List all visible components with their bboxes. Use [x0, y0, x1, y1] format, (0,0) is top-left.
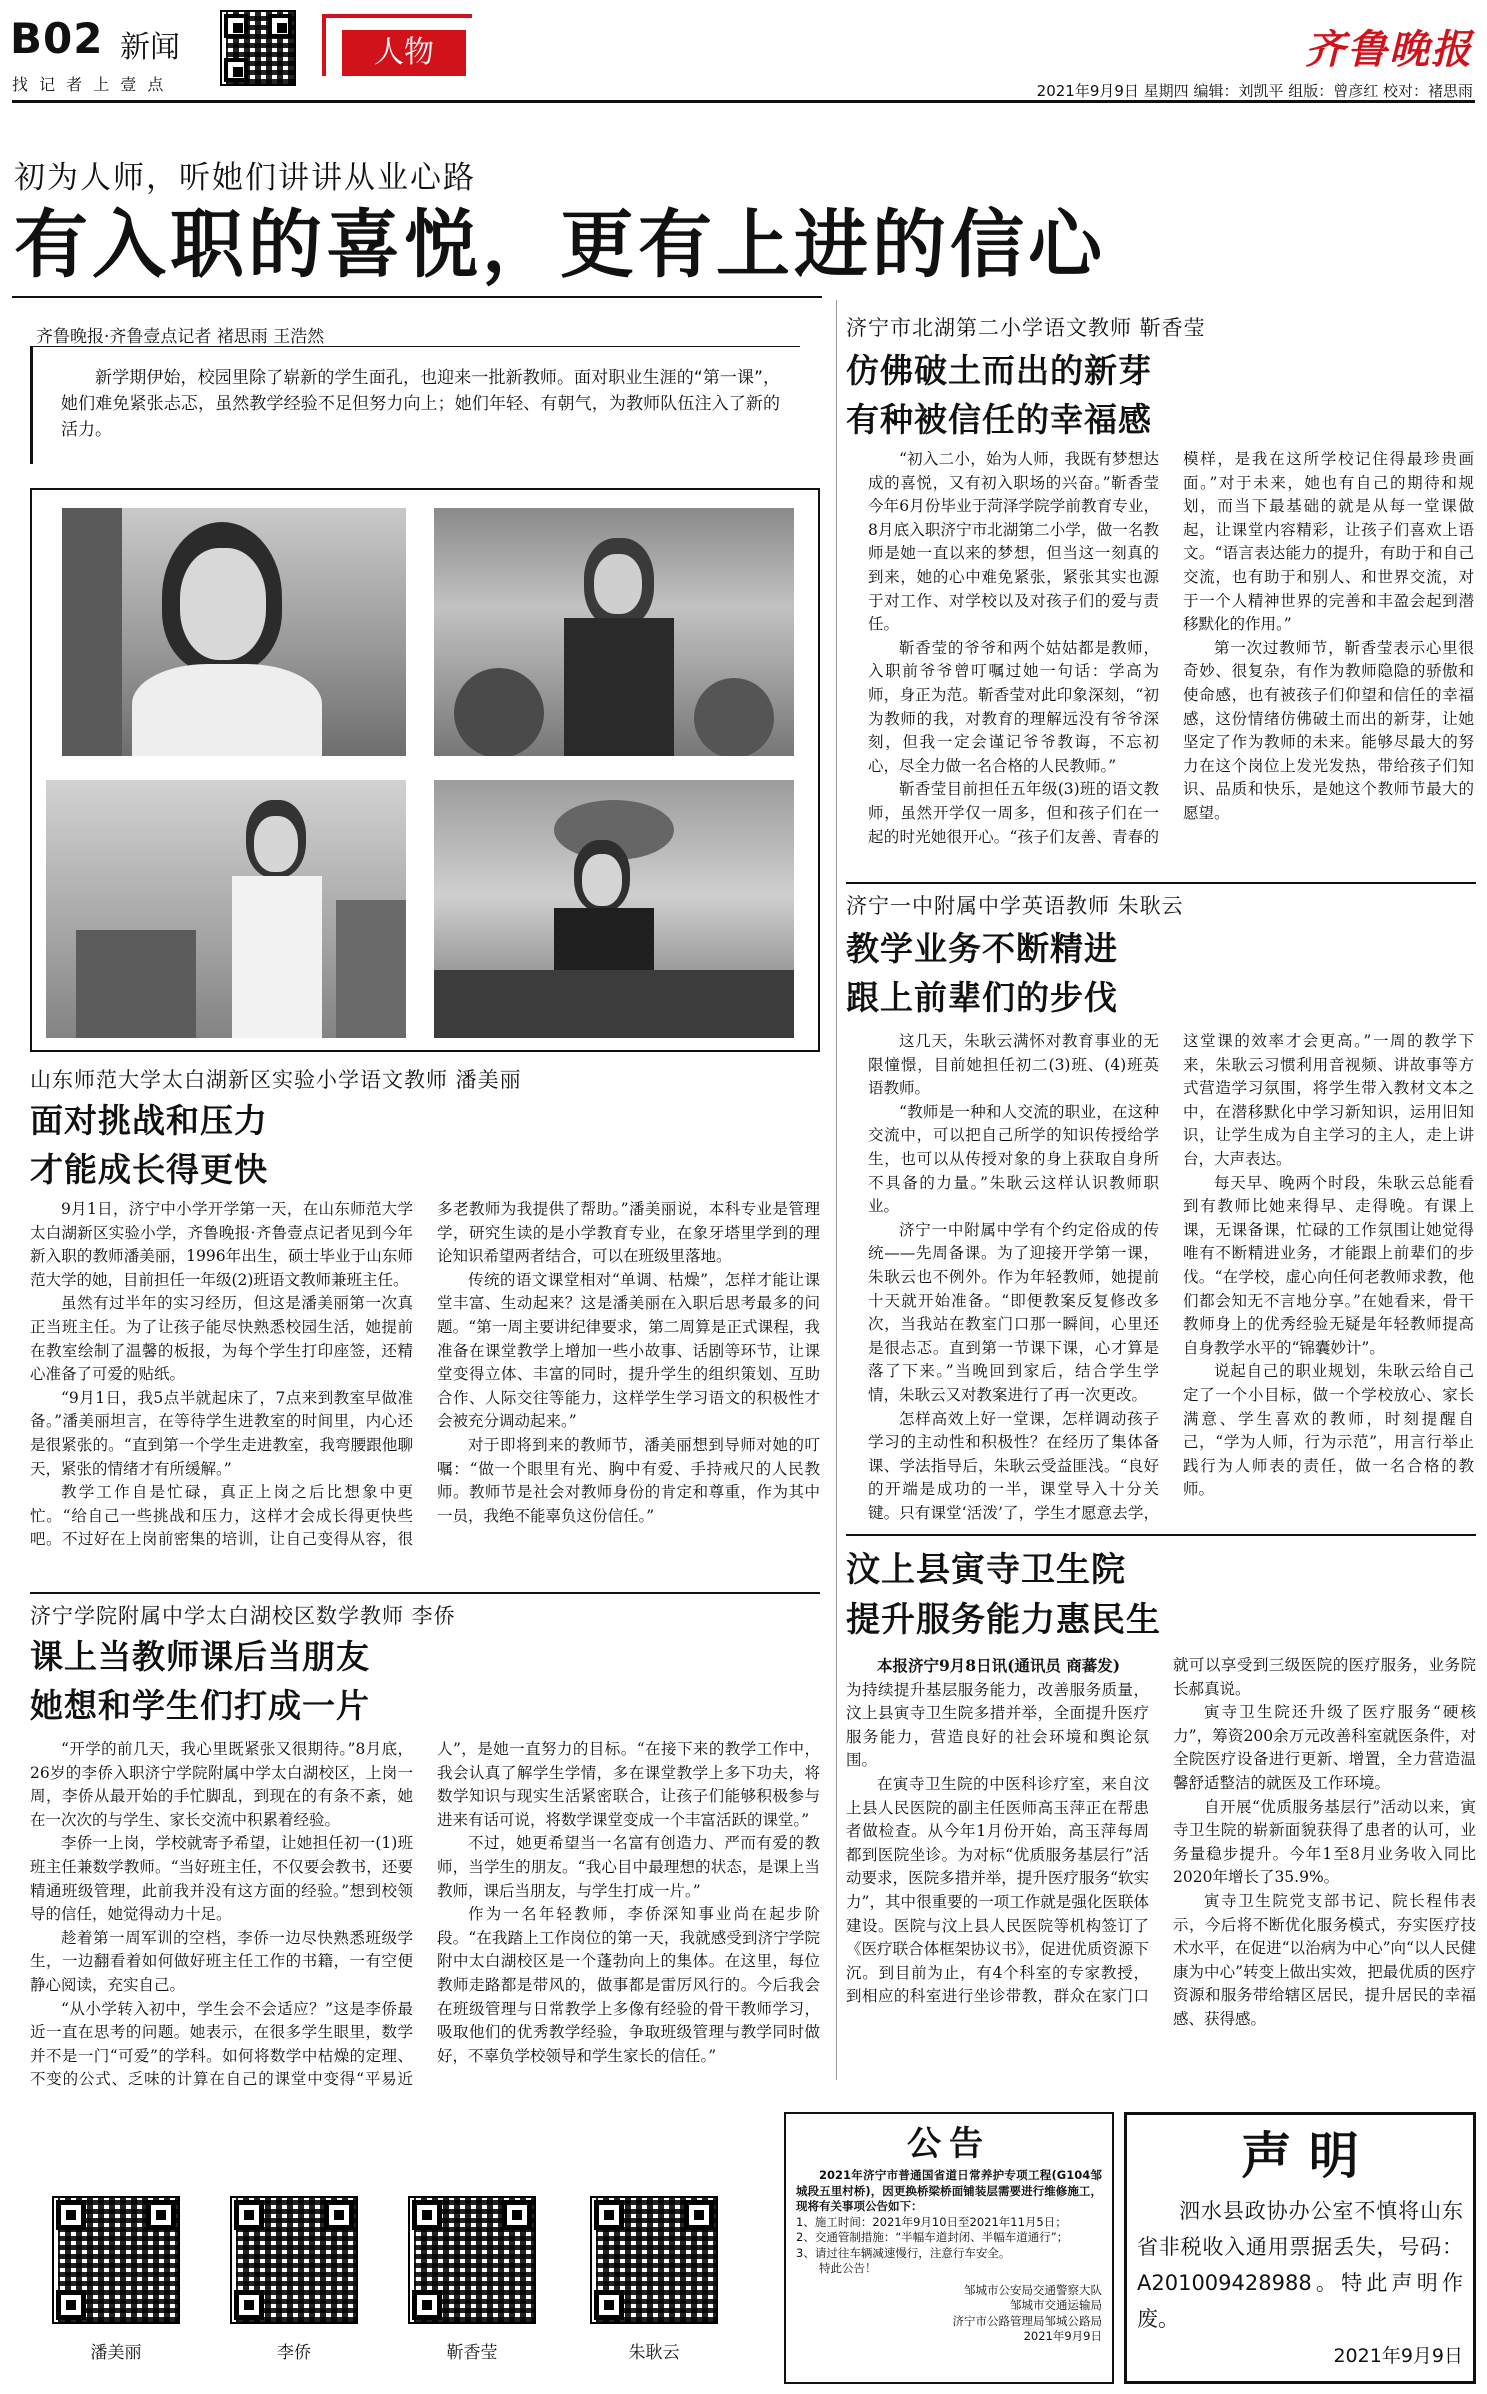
s1-title-line1: 仿佛破土而出的新芽	[846, 351, 1152, 390]
s4-kicker: 济宁学院附属中学太白湖校区数学教师 李侨	[30, 1604, 456, 1628]
s2-paragraph: “教师是一种和人交流的职业，在这种交流中，可以把自己所学的知识传授给学生，也可以从传授对象的身上获取自身所不具备的力量。”朱耿云这样认识教师职业。	[868, 1102, 1159, 1216]
column-tag: 人物	[342, 30, 466, 76]
photo-classroom-teacher	[434, 508, 794, 756]
s2-kicker: 济宁一中附属中学英语教师 朱耿云	[846, 894, 1184, 918]
qr-caption: 潘美丽	[90, 2343, 142, 2363]
headline-kicker: 初为人师，听她们讲讲从业心路	[14, 160, 476, 196]
headline-rule	[12, 296, 822, 298]
qr-code[interactable]	[230, 2196, 358, 2324]
s3-paragraph: 传统的语文课堂相对“单调、枯燥”，怎样才能让课堂丰富、生动起来？这是潘美丽在入职后思考最多的问题。“第一周主要讲纪律要求，第二周算是正式课程，我准备在课堂教学上增加一些小故事、话剧等环节，让课堂变得立体、丰富的同时，提升学生的组织策划、互助合作、人际交往等能力，这样学生学习语文的积极性才会被充分调动起来。”	[437, 1270, 820, 1431]
s4-paragraph: 不过，她更希望当一名富有创造力、严而有爱的教师，当学生的朋友。“我心目中最理想的状态，是课上当教师，课后当朋友，与学生打成一片。”	[437, 1834, 820, 1900]
notice-date: 2021年9月9日	[1023, 2329, 1102, 2343]
s1-paragraph: 靳香莹目前担任五年级(3)班的语文教师，虽然开学仅一周多，但和孩子们在一起的时光她很开心。“孩子们友善、青春的模样，是我在这所学校记住得最珍贵画面。”对于未来，她也有自己的期待和规划，而当下最基础的就是从每一堂课做起，让课堂内容精彩，让孩子们喜欢上语文。“语言表达能力的提升，有助于和自己交流，也有助于和别人、和世界交流，对于一个人精神世界的完善和丰盈会起到潜移默化的作用。”	[868, 450, 1474, 846]
byline: 齐鲁晚报·齐鲁壹点记者 褚思雨 王浩然	[36, 327, 325, 347]
s4-paragraph: “开学的前几天，我心里既紧张又很期待。”8月底，26岁的李侨入职济宁学院附属中学太白湖校区，上岗一周，李侨从最开始的手忙脚乱，到现在的有条不紊，她在一次次的与学生、家长交流中积累着经验。	[30, 1740, 413, 1829]
s3-paragraph: 虽然有过半年的实习经历，但这是潘美丽第一次真正当班主任。为了让孩子能尽快熟悉校园生活，她提前在教室绘制了温馨的板报，为每个学生打印座签，还精心准备了可爱的贴纸。	[30, 1294, 413, 1384]
s3-kicker: 山东师范大学太白湖新区实验小学语文教师 潘美丽	[30, 1068, 522, 1092]
s3-title-line1: 面对挑战和压力	[30, 1101, 268, 1140]
s5-dateline: 本报济宁9月8日讯(通讯员 商蕃发)	[877, 1656, 1121, 1675]
qr-code[interactable]	[52, 2196, 180, 2324]
notice-line: 2021年济宁市普通国省道日常养护专项工程(G104邹城段五里村桥)，因更换桥梁桥面铺装层需要进行维修施工，现将有关事项公告如下：	[796, 2168, 1102, 2213]
s4-body	[30, 1738, 820, 2190]
qr-code[interactable]	[408, 2196, 536, 2324]
s3-body	[30, 1198, 820, 1580]
s1-kicker: 济宁市北湖第二小学语文教师 靳香莹	[846, 316, 1206, 340]
notice-title: 公告	[907, 2124, 991, 2164]
notice-signer: 邹城市交通运输局	[1010, 2298, 1102, 2312]
s3-paragraph: “9月1日，我5点半就起床了，7点来到教室早做准备。”潘美丽坦言，在等待学生进教室的时间里，内心还是很紧张的。“直到第一个学生走进教室，我弯腰跟他聊天，紧张的情绪才有所缓解。”	[30, 1388, 413, 1478]
qr-caption: 朱耿云	[628, 2343, 680, 2363]
qr-code[interactable]	[590, 2196, 718, 2324]
photo-teacher-with-students	[46, 780, 406, 1038]
s2-paragraph: 这几天，朱耿云满怀对教育事业的无限憧憬，目前她担任初二(3)班、(4)班英语教师。	[868, 1032, 1159, 1098]
s2-body	[868, 1030, 1474, 1528]
s2-title-line1: 教学业务不断精进	[846, 929, 1118, 968]
s3-title-line2: 才能成长得更快	[30, 1150, 268, 1189]
notice-line: 2、交通管制措施：“半幅车道封闭、半幅车道通行”；	[796, 2230, 1069, 2244]
statement-body: 泗水县政协办公室不慎将山东省非税收入通用票据丢失，号码：A201009428988。特此声明作废。	[1137, 2199, 1463, 2331]
statement-date: 2021年9月9日	[1333, 2345, 1463, 2367]
notice-signer: 邹城市公安局交通警察大队	[964, 2282, 1102, 2297]
s2-paragraph: 济宁一中附属中学有个约定俗成的传统——先周备课。为了迎接开学第一课，朱耿云也不例外。作为年轻教师，她提前十天就开始准备。“即便教案反复修改多次，当我站在教室门口那一瞬间，心里还是很忐忑。直到第一节课下课，心才算是落了下来。”当晚回到家后，结合学生学情，朱耿云又对教案进行了再一次更改。	[868, 1220, 1159, 1404]
s5-paragraph: 寅寺卫生院还升级了医疗服务“硬核力”，筹资200余万元改善科室就医条件，对全院医疗设备进行更新、增置，全力营造温馨舒适整洁的就医及工作环境。	[1173, 1703, 1476, 1792]
s5-paragraph: 为持续提升基层服务能力，改善服务质量，汶上县寅寺卫生院多措并举，全面提升医疗服务能力，营造良好的社会环境和舆论氛围。	[846, 1680, 1149, 1770]
s5-paragraph: 寅寺卫生院党支部书记、院长程伟表示，今后将不断优化服务模式，夯实医疗技术水平，在促进“以治病为中心”向“以人民健康为中心”转变上做出实效，把最优质的医疗资源和服务带给辖区居民，提升居民的幸福感、获得感。	[1173, 1891, 1476, 2028]
s1-body	[868, 448, 1474, 876]
s2-paragraph: 怎样高效上好一堂课，怎样调动孩子学习的主动性和积极性？在经历了集体备课、学法指导后，朱耿云受益匪浅。“良好的开端是成功的一半，课堂导入十分关键。只有课堂‘活泼’了，学生才愿意去学，这堂课的效率才会更高。”一周的教学下来，朱耿云习惯利用音视频、讲故事等方式营造学习氛围，将学生带入教材文本之中，在潜移默化中学习新知识，运用旧知识，让学生成为自主学习的主人，走上讲台，大声表达。	[868, 1032, 1474, 1522]
newspaper-logo: 齐鲁晚报	[1305, 26, 1473, 73]
s1-paragraph: 第一次过教师节，靳香莹表示心里很奇妙、很复杂，有作为教师隐隐的骄傲和使命感，也有被孩子们仰望和信任的幸福感，这份情绪仿佛破土而出的新芽，让她坚定了作为教师的未来。能够尽最大的努力在这个岗位上发光发热，带给孩子们知识、品质和快乐，是她这个教师节最大的愿望。	[1183, 638, 1474, 822]
s2-paragraph: 说起自己的职业规划，朱耿云给自己定了一个小目标，做一个学校放心、家长满意、学生喜欢的教师，时刻提醒自己，“学为人师，行为示范”，用言行举止践行为人师表的责任，做一名合格的教师。	[1183, 1362, 1474, 1499]
page-meta: 2021年9月9日 星期四 编辑：刘凯平 组版：曾彦红 校对：褚思雨	[1036, 82, 1473, 100]
lead-box	[30, 346, 800, 464]
s5-paragraph: 在寅寺卫生院的中医科诊疗室，来自汶上县人民医院的副主任医师高玉萍正在帮患者做检查。从今年1月份开始，高玉萍每周都到医院坐诊。为对标“优质服务基层行”活动要求，医院多措并举，提升医疗服务“软实力”，其中很重要的一项工作就是强化医联体建设。医院与汶上县人民医院等机构签订了《医疗联合体框架协议书》，促进优质资源下沉。到目前为止，有4个科室的专家教授，到相应的科室进行坐诊带教，群众在家门口就可以享受到三级医院的医疗服务，业务院长郝真说。	[846, 1656, 1476, 2006]
page-number: B02	[10, 14, 104, 63]
notice-signer: 济宁市公路管理局邹城公路局	[952, 2313, 1102, 2328]
statement-box	[1124, 2112, 1476, 2384]
qr-caption: 靳香莹	[446, 2343, 498, 2363]
s2-paragraph: 每天早、晚两个时段，朱耿云总能看到有教师比她来得早、走得晚。有课上课，无课备课，忙碌的工作氛围让她觉得唯有不断精进业务，才能跟上前辈们的步伐。“在学校，虚心向任何老教师求教，他们都会知无不言地分享。”在她看来，骨干教师身上的优秀经验无疑是年轻教师提高自身教学水平的“锦囊妙计”。	[1183, 1173, 1474, 1357]
s1-title-line2: 有种被信任的幸福感	[846, 400, 1152, 439]
section-subline: 找 记 者 上 壹 点	[12, 75, 167, 94]
qr-caption: 李侨	[277, 2343, 311, 2363]
headline-title: 有入职的喜悦，更有上进的信心	[14, 202, 1106, 288]
s3-rule	[30, 1592, 820, 1594]
photo-teacher-lecturing	[434, 780, 794, 1038]
lead-text: 新学期伊始，校园里除了崭新的学生面孔，也迎来一批新教师。面对职业生涯的“第一课”，她们难免紧张忐忑，虽然教学经验不足但努力向上；她们年轻、有朝气，为教师队伍注入了新的活力。	[61, 368, 780, 440]
notice-line: 1、施工时间：2021年9月10日至2021年11月5日；	[796, 2214, 1067, 2229]
s4-title-line2: 她想和学生们打成一片	[30, 1686, 370, 1725]
statement-title: 声 明	[1241, 2127, 1359, 2185]
right-column-divider	[836, 300, 837, 2080]
s4-paragraph: “从小学转入初中，学生会不会适应？”这是李侨最近一直在思考的问题。她表示，在很多学生眼里，数学并不是一门“可爱”的学科。如何将数学中枯燥的定理、不变的公式、乏味的计算在自己的课堂中变得“平易近人”，是她一直努力的目标。“在接下来的教学工作中，我会认真了解学生学情，多在课堂教学上多下功夫，将数学知识与现实生活紧密联合，让孩子们能够积极参与进来有话可说，将数学课堂变成一个丰富活跃的课堂。”	[30, 1740, 820, 2089]
s2-rule	[846, 1534, 1476, 1536]
notice-line: 3、请过往车辆减速慢行，注意行车安全。	[796, 2245, 1011, 2260]
s3-paragraph: 9月1日，济宁中小学开学第一天，在山东师范大学太白湖新区实验小学，齐鲁晚报·齐鲁壹点记者见到今年新入职的教师潘美丽，1996年出生，硕士毕业于山东师范大学的她，目前担任一年级(2)班语文教师兼班主任。	[30, 1200, 413, 1289]
s3-paragraph: 教学工作自是忙碌，真正上岗之后比想象中更忙。“给自己一些挑战和压力，这样才会成长得更快些吧。不过好在上岗前密集的培训，让自己变得从容，很多老教师为我提供了帮助。”潘美丽说，本科专业是管理学，研究生读的是小学教育专业，在象牙塔里学到的理论知识希望两者结合，可以在班级里落地。	[30, 1200, 820, 1549]
s5-paragraph	[846, 1654, 1149, 1679]
s3-paragraph: 对于即将到来的教师节，潘美丽想到导师对她的叮嘱：“做一个眼里有光、胸中有爱、手持戒尺的人民教师。教师节是社会对教师身份的肯定和尊重，作为其中一员，我绝不能辜负这份信任。”	[437, 1435, 820, 1525]
s1-paragraph: 靳香莹的爷爷和两个姑姑都是教师，入职前爷爷曾叮嘱过她一句话：学高为师，身正为范。靳香莹对此印象深刻，“初为教师的我，对教育的理解远没有爷爷深刻，但我一定会谨记爷爷教诲，不忘初心，尽全力做一名合格的人民教师。”	[868, 638, 1159, 775]
notice-box	[784, 2112, 1114, 2384]
s5-title-line2: 提升服务能力惠民生	[846, 1600, 1161, 1640]
s4-paragraph: 李侨一上岗，学校就寄予希望，让她担任初一(1)班班主任兼数学教师。“当好班主任，不仅要会教书，还要精通班级管理，此前我并没有这方面的经验。”想到校领导的信任，她觉得动力十足。	[30, 1834, 413, 1924]
s1-rule	[846, 882, 1476, 884]
notice-line: 特此公告！	[819, 2261, 877, 2275]
s4-paragraph: 作为一名年轻教师，李侨深知事业尚在起步阶段。“在我踏上工作岗位的第一天，我就感受到济宁学院附中太白湖校区是一个蓬勃向上的集体。在这里，每位教师走路都是带风的，做事都是雷厉风行的。今后我会在班级管理与日常教学上多像有经验的骨干教师学习，吸取他们的优秀教学经验，争取班级管理与教学同时做好，不辜负学校领导和学生家长的信任。”	[437, 1905, 820, 2065]
photo-teacher-portrait	[62, 508, 406, 756]
s5-body	[846, 1654, 1476, 2106]
s5-paragraph: 自开展“优质服务基层行”活动以来，寅寺卫生院的崭新面貌获得了患者的认可，业务量稳步提升。今年1至8月业务收入同比2020年增长了35.9%。	[1173, 1797, 1476, 1887]
qr-strip	[30, 2188, 780, 2384]
header-qr-code[interactable]	[220, 10, 296, 86]
s4-paragraph: 趁着第一周军训的空档，李侨一边尽快熟悉班级学生，一边翻看着如何做好班主任工作的书籍，一有空便静心阅读，充实自己。	[30, 1928, 413, 1994]
section-name: 新闻	[120, 30, 180, 65]
s5-title-line1: 汶上县寅寺卫生院	[846, 1550, 1126, 1590]
s4-title-line1: 课上当教师课后当朋友	[30, 1637, 370, 1676]
photo-collage	[30, 488, 820, 1052]
s1-paragraph: “初入二小，始为人师，我既有梦想达成的喜悦，又有初入职场的兴奋。”靳香莹今年6月份毕业于菏泽学院学前教育专业，8月底入职济宁市北湖第二小学，做一名教师是她一直以来的梦想，但当这一刻真的到来，她的心中难免紧张，紧张其实也源于对工作、对学校以及对孩子们的爱与责任。	[868, 450, 1159, 634]
s2-title-line2: 跟上前辈们的步伐	[846, 978, 1118, 1017]
